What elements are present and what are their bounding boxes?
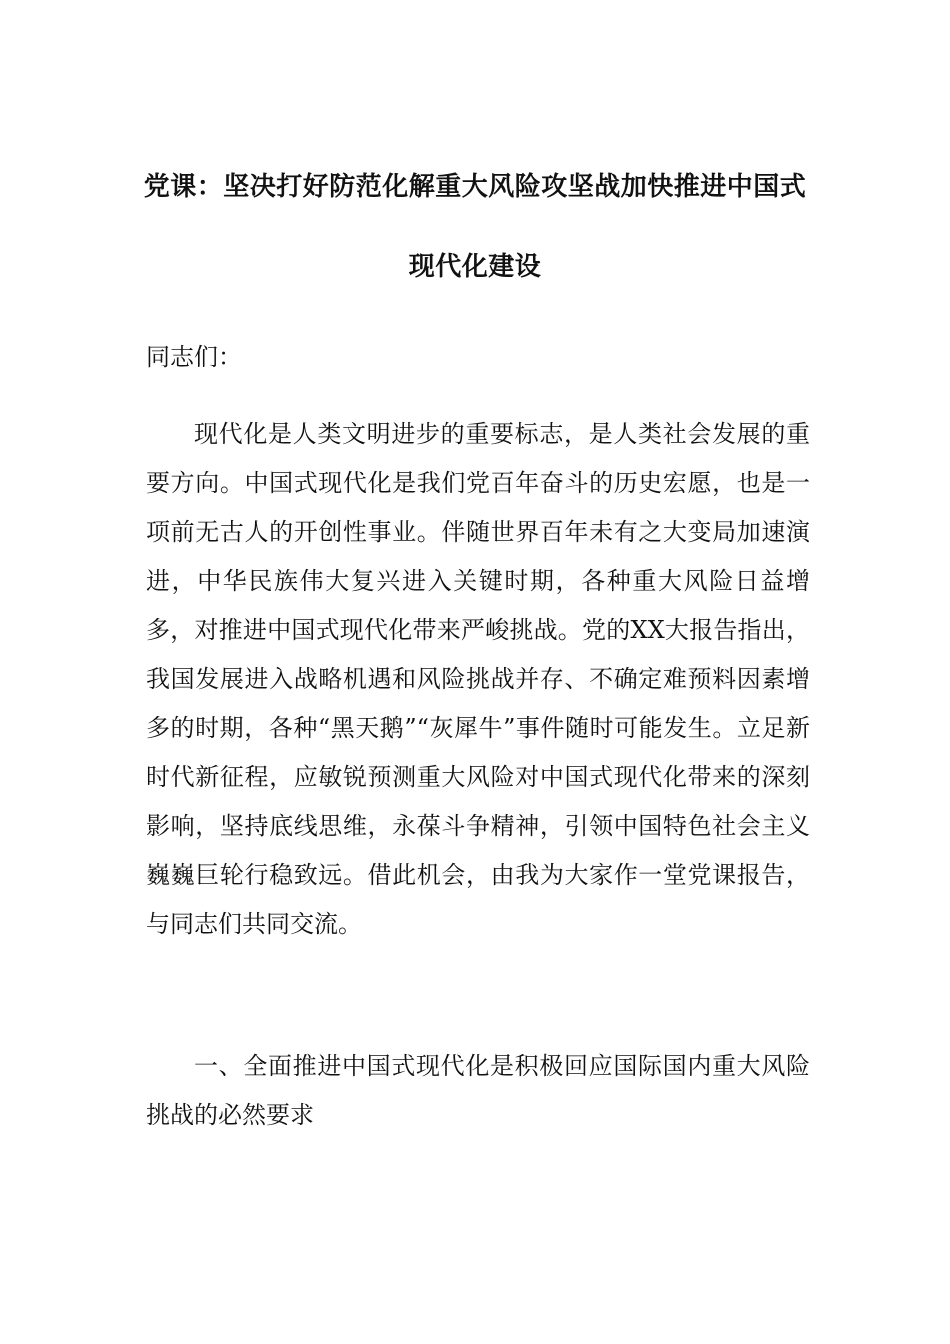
document-title-line-2: 现代化建设 bbox=[408, 252, 542, 282]
document-title-line-1: 党课：坚决打好防范化解重大风险攻坚战加快推进中国式 bbox=[143, 172, 807, 202]
body-paragraph-1: 现代化是人类文明进步的重要标志，是人类社会发展的重要方向。中国式现代化是我们党百年奋斗的历史宏愿，也是一项前无古人的开创性事业。伴随世界百年未有之大变局加速演进，中华民族伟大复兴进入关键时期，各种重大风险日益增多，对推进中国式现代化带来严峻挑战。党的XX大报告指出，我国发展进入战略机遇和风险挑战并存、不确定难预料因素增多的时期，各种“黑天鹅”“灰犀牛”事件随时可能发生。立足新时代新征程，应敏锐预测重大风险对中国式现代化带来的深刻影响，坚持底线思维，永葆斗争精神，引领中国特色社会主义巍巍巨轮行稳致远。借此机会，由我为大家作一堂党课报告，与同志们共同交流。 bbox=[146, 420, 810, 938]
greeting: 同志们： bbox=[146, 343, 242, 371]
section-heading-1: 一、全面推进中国式现代化是积极回应国际国内重大风险挑战的必然要求 bbox=[146, 1052, 810, 1129]
